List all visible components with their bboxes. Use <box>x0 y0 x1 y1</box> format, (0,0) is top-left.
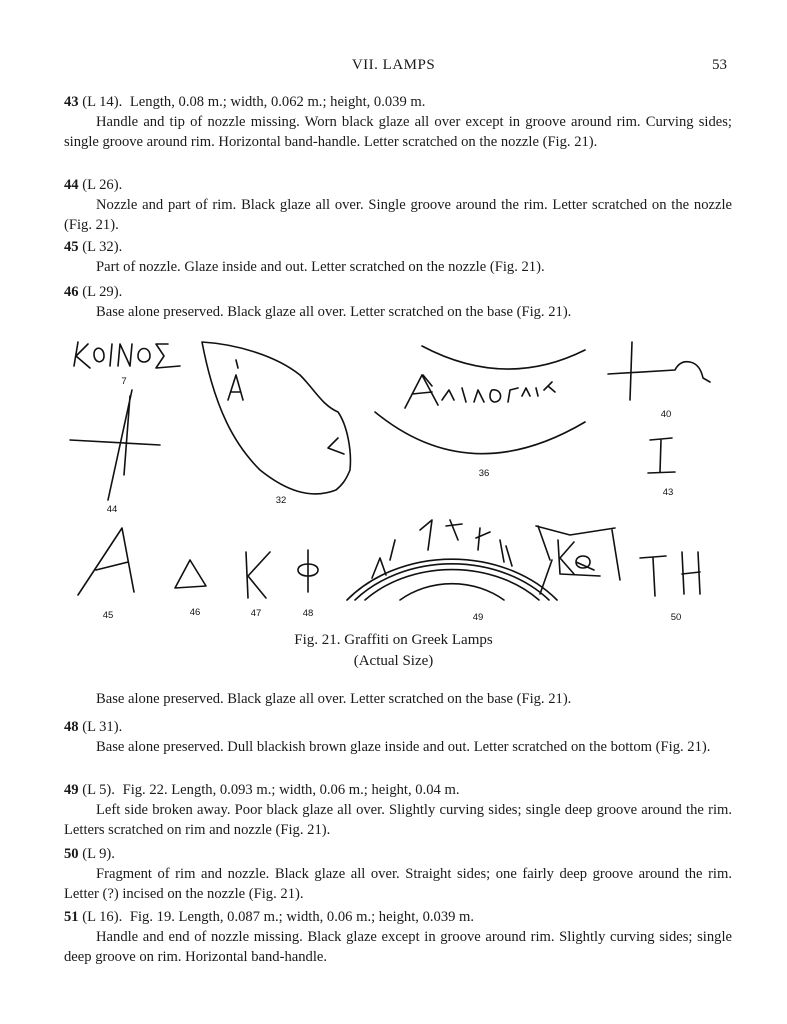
catalog-entry-50 <box>64 845 732 904</box>
entry-number: 50 <box>64 846 79 862</box>
fig-label-32: 32 <box>275 495 287 506</box>
graffito-40 <box>608 342 710 400</box>
entry-ref: (L 5). <box>82 782 115 798</box>
entry-ref: (L 31). <box>82 719 123 735</box>
entry-number: 44 <box>64 177 79 193</box>
rim-arc-inner <box>375 412 585 454</box>
entry-heading <box>64 93 732 113</box>
caption-subtitle: (Actual Size) <box>353 653 434 669</box>
entry-ref: (L 14). <box>82 94 123 110</box>
entry-ref: (L 9). <box>82 846 115 862</box>
graffito-delta-46 <box>175 560 206 588</box>
catalog-entry-45 <box>64 238 732 278</box>
entry-measurements: Fig. 22. Length, 0.093 m.; width, 0.06 m.; height, 0.04 m. <box>122 782 460 798</box>
entry-heading <box>64 718 732 738</box>
page-header <box>0 57 787 79</box>
entry-number: 51 <box>64 909 79 925</box>
graffito-kappa-47 <box>246 552 270 598</box>
catalog-entry-46 <box>64 283 732 323</box>
fig-label-50: 50 <box>670 612 682 623</box>
fig-label-36: 36 <box>478 468 490 479</box>
entry-measurements: Length, 0.08 m.; width, 0.062 m.; height, 0.039 m. <box>129 94 426 110</box>
graffito-alpha-44 <box>70 390 160 500</box>
rim-arc-outer <box>422 346 585 369</box>
entry-ref: (L 32). <box>82 239 123 255</box>
entry-description: Handle and tip of nozzle missing. Worn black glaze all over except in groove around rim. Curving sides; single groove around rim. Horizontal band-handle. Letter scratched on the nozzle (Fig. 21). <box>64 113 732 150</box>
graffito-43 <box>648 438 675 473</box>
fig-label-43: 43 <box>662 487 674 498</box>
entry-number: 48 <box>64 719 79 735</box>
graffito-ka-50 <box>558 540 600 576</box>
catalog-entry-43 <box>64 93 732 152</box>
graffito-alpha-45 <box>78 528 134 595</box>
entry-measurements: Fig. 19. Length, 0.087 m.; width, 0.06 m.; height, 0.039 m. <box>129 909 475 925</box>
entry-number: 46 <box>64 284 79 300</box>
entry-description: Base alone preserved. Black glaze all over. Letter scratched on the base (Fig. 21). <box>96 691 572 707</box>
graffito-koinos-7 <box>74 342 180 368</box>
fig-label-46: 46 <box>189 607 201 618</box>
caption-title: Fig. 21. Graffiti on Greek Lamps <box>294 632 493 648</box>
page-number: 53 <box>712 57 727 73</box>
fig-label-47: 47 <box>250 608 262 619</box>
fragment-outline-50 <box>536 526 620 594</box>
fig-label-48: 48 <box>302 608 314 619</box>
entry-heading <box>64 238 732 258</box>
fig-label-7: 7 <box>121 376 127 387</box>
entry-description: Base alone preserved. Dull blackish brown glaze inside and out. Letter scratched on the bottom (Fig. 21). <box>96 738 711 755</box>
graffito-inscription-36 <box>405 375 555 408</box>
entry-heading <box>64 283 732 303</box>
graffito-alpha-32 <box>228 360 243 400</box>
ring-outer <box>347 559 557 600</box>
fig-label-44: 44 <box>106 504 118 515</box>
catalog-entry-44 <box>64 176 732 235</box>
entry-heading <box>64 908 732 928</box>
figure-graffiti <box>60 330 740 630</box>
figure-caption <box>0 630 787 672</box>
catalog-entry-49 <box>64 781 732 840</box>
fig-label-45: 45 <box>102 610 114 621</box>
entry-description: Base alone preserved. Black glaze all over. Letter scratched on the base (Fig. 21). <box>96 303 572 320</box>
graffito-th-50 <box>640 552 700 596</box>
entry-description: Handle and end of nozzle missing. Black glaze except in groove around rim. Slightly curving sides; single deep groove on rim. Horizontal band-handle. <box>64 928 732 965</box>
catalog-entry-48 <box>64 718 732 758</box>
entry-description: Fragment of rim and nozzle. Black glaze all over. Straight sides; one fairly deep groove around the rim. Letter (?) incised on the nozzle (Fig. 21). <box>64 865 732 902</box>
entry-heading <box>64 781 732 801</box>
entry-description: Left side broken away. Poor black glaze all over. Slightly curving sides; single deep groove around the rim. Letters scratched on rim and nozzle (Fig. 21). <box>64 801 732 838</box>
entry-number: 43 <box>64 94 79 110</box>
catalog-entry-51 <box>64 908 732 967</box>
entry-ref: (L 16). <box>82 909 123 925</box>
fig-label-40: 40 <box>660 409 672 420</box>
fragment-notch <box>328 438 344 454</box>
entry-47-continuation <box>64 690 732 710</box>
fragment-outline-32 <box>202 342 350 494</box>
entry-description: Nozzle and part of rim. Black glaze all over. Single groove around the rim. Letter scratched on the nozzle (Fig. 21). <box>64 196 732 233</box>
entry-description: Part of nozzle. Glaze inside and out. Letter scratched on the nozzle (Fig. 21). <box>96 258 545 275</box>
graffiti-drawing <box>60 330 740 630</box>
graffito-phi-48 <box>298 550 318 592</box>
ring-inner-1 <box>365 570 539 600</box>
entry-heading <box>64 176 732 196</box>
entry-ref: (L 26). <box>82 177 123 193</box>
ring-inner-2 <box>400 584 504 600</box>
entry-number: 49 <box>64 782 79 798</box>
fig-label-49: 49 <box>472 612 484 623</box>
entry-heading <box>64 845 732 865</box>
entry-number: 45 <box>64 239 79 255</box>
running-title: VII. LAMPS <box>351 57 436 73</box>
entry-ref: (L 29). <box>82 284 123 300</box>
